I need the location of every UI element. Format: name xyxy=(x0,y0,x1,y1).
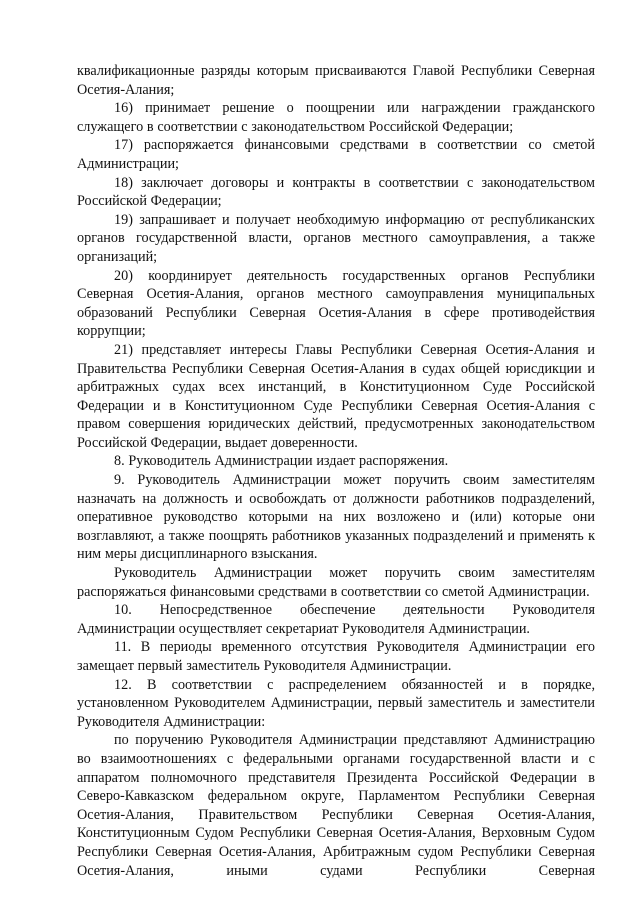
paragraph-item-18: 18) заключает договоры и контракты в соответствии с законодательством Российской Федерации; xyxy=(77,174,595,210)
paragraph-clause-8: 8. Руководитель Администрации издает распоряжения. xyxy=(114,453,449,470)
paragraph-item-16: 16) принимает решение о поощрении или награждении гражданского служащего в соответствии с законодательством Российской Федерации; xyxy=(77,100,595,135)
paragraph-item-21: 21) представляет интересы Главы Республики Северная Осетия-Алания и Правительства Республики Северная Осетия-Алания в судах общей юрисдикции и арбитражных судах всех инстанций, в Конституционном Суде Российской Федерации и в Конституционном Суде Республики Северная Осетия-Алания с правом совершения юридических действий, предусмотренных законодательством Российской Федерации, выдает доверенности. xyxy=(77,341,595,451)
paragraph-clause-9-continued: Руководитель Администрации может поручить своим заместителям распоряжаться финансовыми средствами в соответствии со сметой Администрации. xyxy=(77,565,595,600)
paragraph-clause-11: 11. В периоды временного отсутствия Руководителя Администрации его замещает первый заместитель Руководителя Администрации. xyxy=(77,639,595,674)
paragraph-clause-10: 10. Непосредственное обеспечение деятельности Руководителя Администрации осуществляет секретариат Руководителя Администрации. xyxy=(77,602,595,637)
paragraph-item-20: 20) координирует деятельность государственных органов Республики Северная Осетия-Алания, органов местного самоуправления муниципальных образований Республики Северная Осетия-Алания в сфере противодействия коррупции; xyxy=(77,267,595,340)
paragraph-continuation: квалификационные разряды которым присваиваются Главой Республики Северная Осетия-Алания; xyxy=(77,63,595,98)
paragraph-clause-12: 12. В соответствии с распределением обязанностей и в порядке, установленном Руководителем Администрации, первый заместитель и заместители Руководителя Администрации: xyxy=(77,676,595,730)
paragraph-item-19: 19) запрашивает и получает необходимую информацию от республиканских органов государственной власти, органов местного самоуправления, а также организаций; xyxy=(77,211,595,265)
paragraph-item-17: 17) распоряжается финансовыми средствами в соответствии со сметой Администрации; xyxy=(77,137,595,172)
document-body xyxy=(77,62,595,880)
paragraph-clause-9: 9. Руководитель Администрации может поручить своим заместителям назначать на должность и освобождать от должности работников подразделений, оперативное руководство которыми на них возложено и (или) которые они возглавляют, а также поощрять работников указанных подразделений и применять к ним меры дисциплинарного взыскания. xyxy=(77,472,595,563)
paragraph-clause-12-item: по поручению Руководителя Администрации представляют Администрацию во взаимоотношениях с федеральными органами государственной власти и с аппаратом полномочного представителя Президента Российской Федерации в Северо-Кавказском федеральном округе, Парламентом Республики Северная Осетия-Алания, Правительством Республики Северная Осетия-Алания, Конституционным Судом Республики Северная Осетия-Алания, Верховным Судом Республики Северная Осетия-Алания, Арбитражным судом Республики Северная Осетия-Алания, иными судами Республики Северная xyxy=(77,732,595,879)
